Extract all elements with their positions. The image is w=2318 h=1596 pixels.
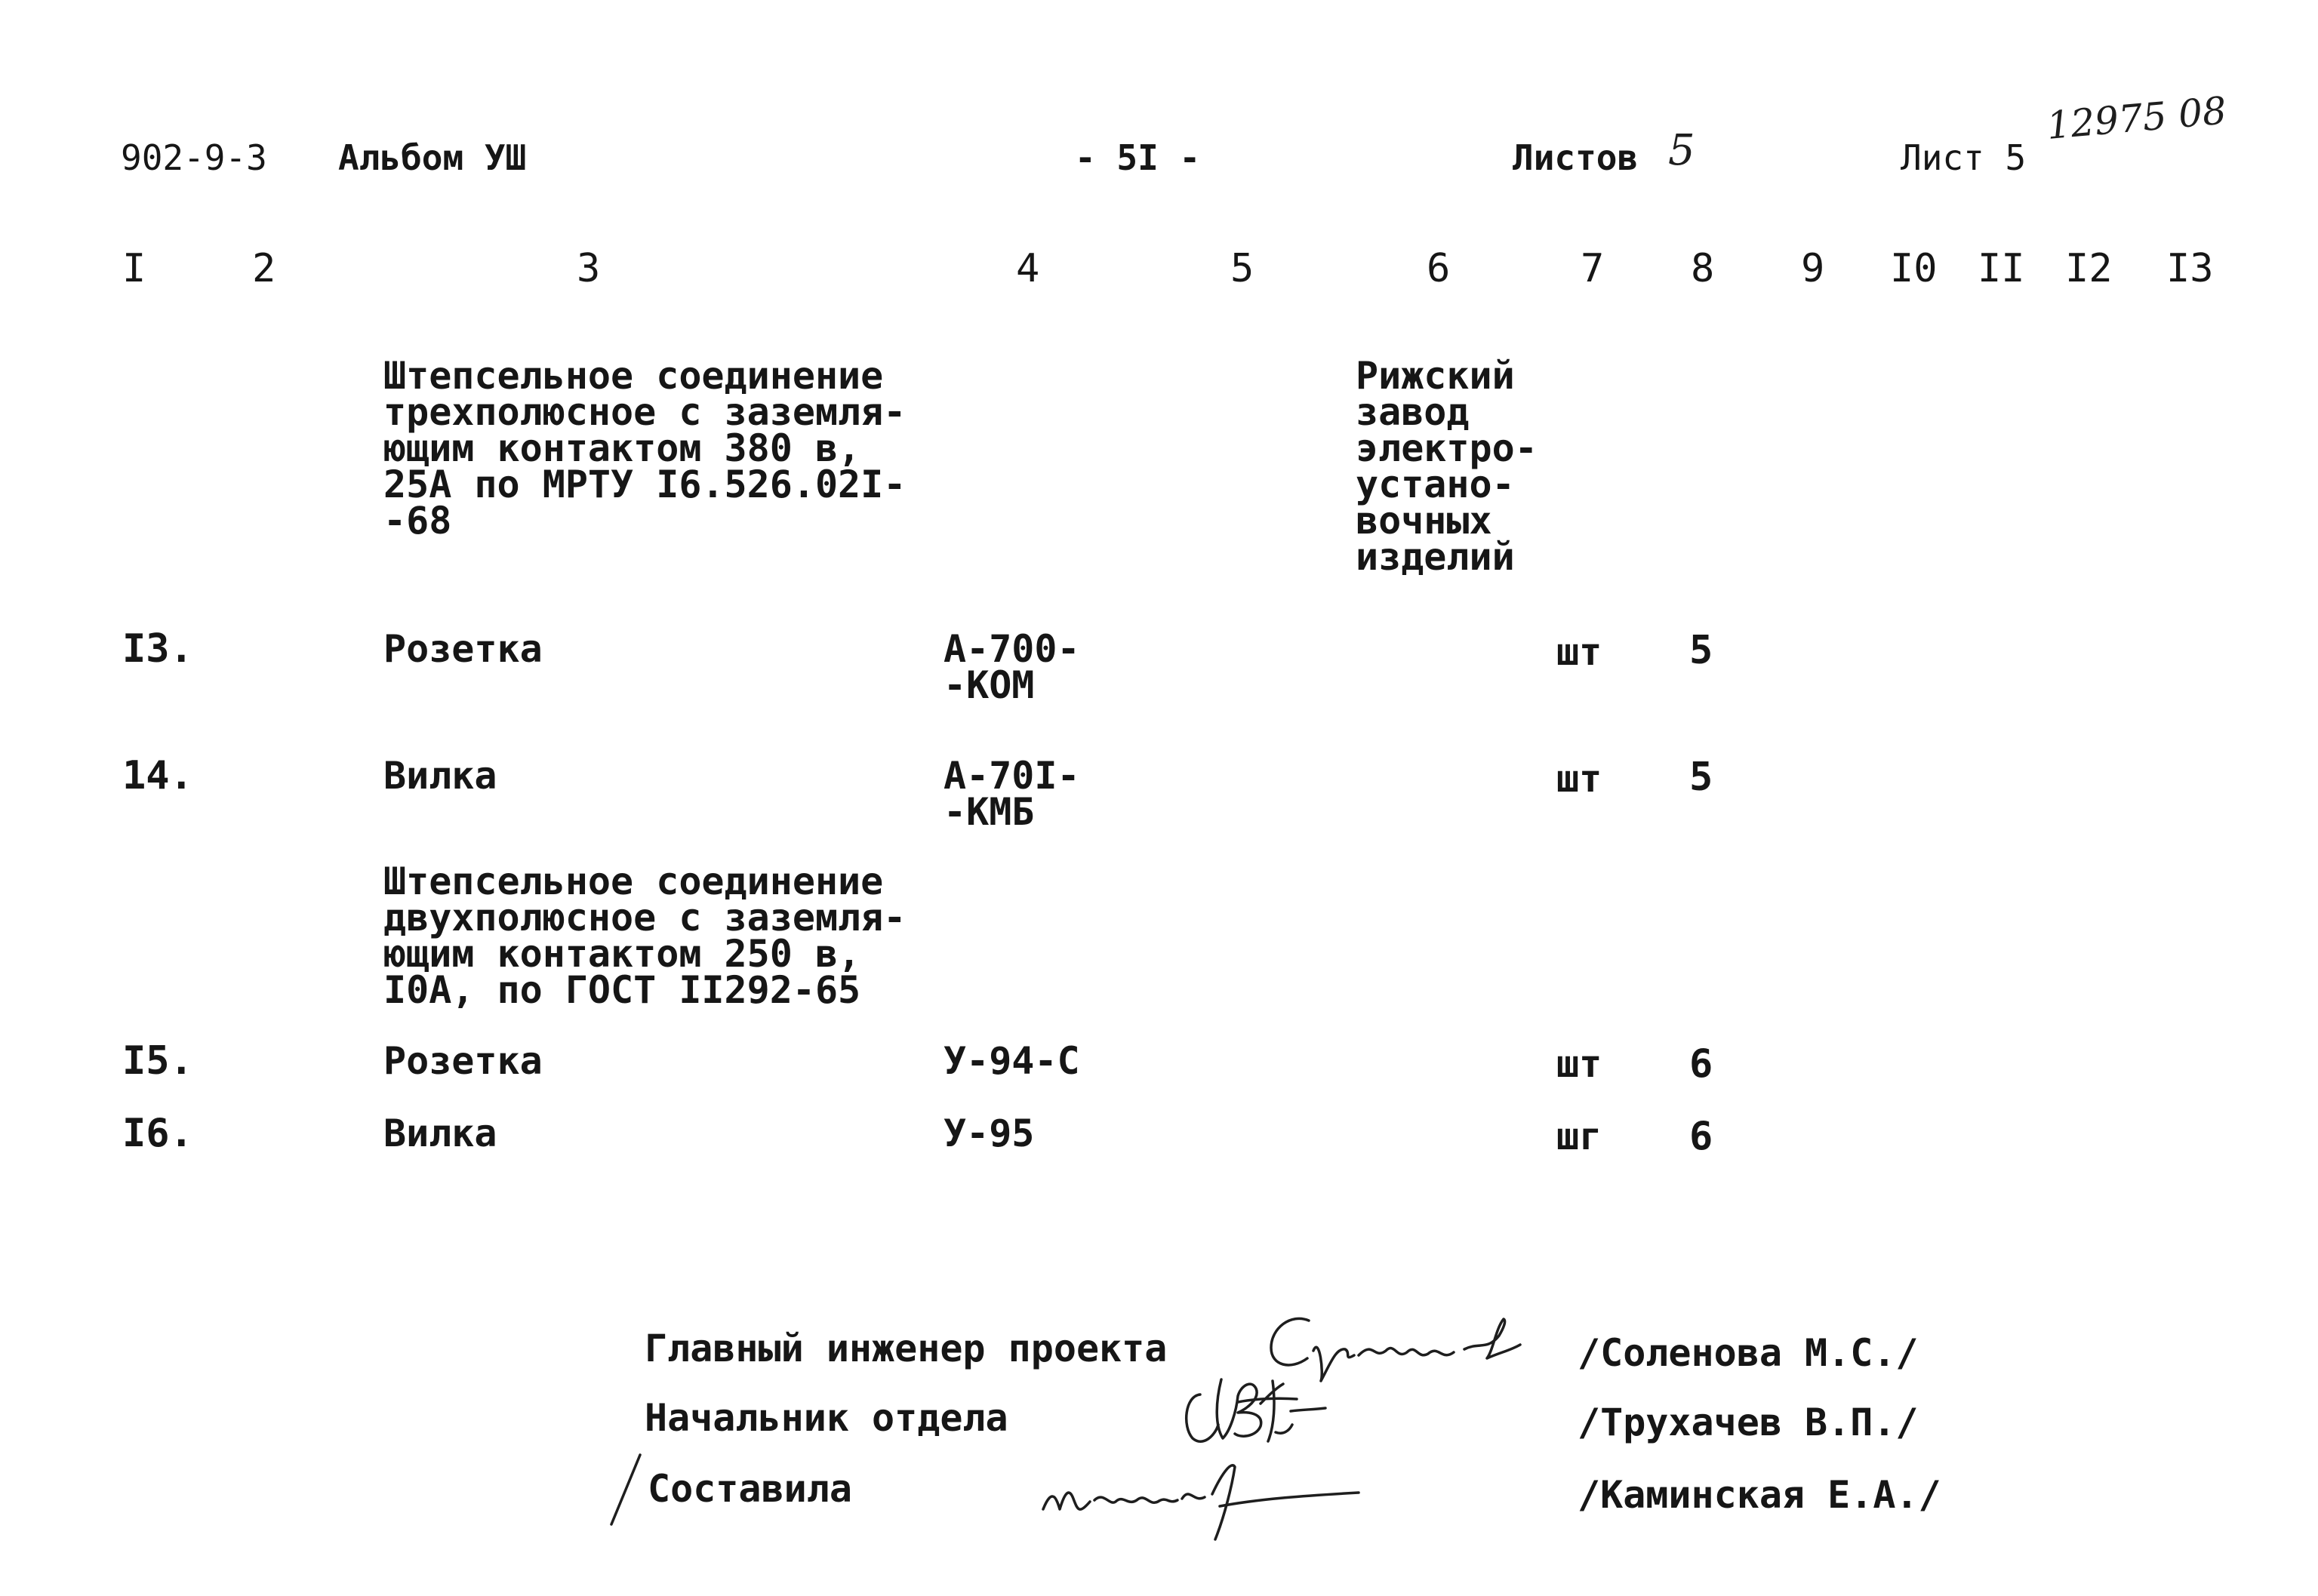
column-number-5: 5: [1230, 246, 1254, 291]
signer-role: Главный инженер проекта: [645, 1327, 1168, 1370]
item-name: Розетка: [383, 627, 543, 671]
group-heading: [383, 860, 907, 1012]
manufacturer: [1356, 354, 1538, 579]
column-number-7: 7: [1581, 246, 1605, 291]
heading-line: двухполюсное с заземля-: [383, 896, 907, 939]
manufacturer-line: изделий: [1356, 535, 1515, 579]
item-quantity: 6: [1689, 1114, 1713, 1159]
column-number-9: 9: [1801, 246, 1825, 291]
signature-compiler: [1034, 1456, 1374, 1554]
column-number-3: 3: [577, 246, 601, 291]
item-quantity: 5: [1689, 628, 1713, 673]
item-name: Вилка: [383, 754, 497, 798]
column-number-10: I0: [1890, 246, 1938, 291]
row-number: 14.: [122, 753, 193, 798]
manufacturer-line: устано-: [1356, 463, 1515, 506]
heading-line: ющим контактом 250 в,: [383, 932, 861, 976]
item-type-line: У-94-С: [944, 1039, 1080, 1083]
column-number-12: I2: [2065, 246, 2113, 291]
manufacturer-line: Рижский: [1356, 354, 1515, 398]
heading-line: Штепсельное соединение: [383, 354, 884, 398]
archive-number: 12975 08: [2045, 88, 2229, 148]
signer-role: Начальник отдела: [645, 1396, 1008, 1440]
item-quantity: 5: [1689, 755, 1713, 800]
item-type: [944, 1039, 1080, 1083]
column-number-8: 8: [1691, 246, 1715, 291]
item-type-line: -КОМ: [944, 663, 1035, 707]
sheets-label: Листов: [1513, 137, 1639, 178]
column-number-2: 2: [252, 246, 276, 291]
item-type-line: А-70I-: [944, 754, 1080, 798]
item-unit: шт: [1556, 757, 1602, 801]
item-type: [944, 754, 1080, 834]
signature-department-head: [1162, 1366, 1336, 1456]
heading-line: Штепсельное соединение: [383, 860, 884, 903]
item-type: [944, 627, 1080, 707]
item-quantity: 6: [1689, 1041, 1713, 1087]
heading-line: ющим контактом 380 в,: [383, 426, 861, 470]
signer-name: /Каминская Е.А./: [1578, 1473, 1941, 1517]
item-unit: шт: [1556, 630, 1602, 674]
item-type: [944, 1112, 1035, 1155]
heading-line: трехполюсное с заземля-: [383, 390, 907, 434]
group-heading: [383, 354, 907, 543]
row-number: I3.: [122, 626, 193, 672]
album-label: Альбом УШ: [338, 137, 527, 178]
project-code: 902-9-3: [121, 137, 267, 178]
column-number-4: 4: [1016, 246, 1040, 291]
signer-name: /Трухачев В.П./: [1578, 1401, 1919, 1444]
heading-line: I0А, по ГОСТ II292-65: [383, 968, 861, 1012]
sheet-label: Лист 5: [1901, 137, 2027, 178]
heading-line: 25А по МРТУ I6.526.02I-: [383, 463, 907, 506]
signer-name: /Соленова М.С./: [1578, 1331, 1919, 1375]
heading-line: -68: [383, 499, 452, 543]
item-type-line: А-700-: [944, 627, 1080, 671]
row-number: I6.: [122, 1111, 193, 1156]
handwritten-slash: [604, 1449, 649, 1532]
signer-role: Составила: [648, 1467, 852, 1511]
column-number-13: I3: [2166, 246, 2214, 291]
manufacturer-line: вочных: [1356, 499, 1492, 543]
item-unit: шт: [1556, 1042, 1602, 1086]
item-type-line: -КМБ: [944, 790, 1035, 834]
item-name: Розетка: [383, 1039, 543, 1083]
item-name: Вилка: [383, 1112, 497, 1155]
item-unit: шг: [1556, 1115, 1602, 1158]
manufacturer-line: электро-: [1356, 426, 1538, 470]
manufacturer-line: завод: [1356, 390, 1470, 434]
column-number-6: 6: [1427, 246, 1451, 291]
item-type-line: У-95: [944, 1112, 1035, 1155]
column-number-11: II: [1978, 246, 2025, 291]
page-number: - 5I -: [1075, 137, 1201, 178]
column-number-1: I: [122, 246, 146, 291]
sheets-count: 5: [1668, 126, 1695, 175]
row-number: I5.: [122, 1038, 193, 1084]
